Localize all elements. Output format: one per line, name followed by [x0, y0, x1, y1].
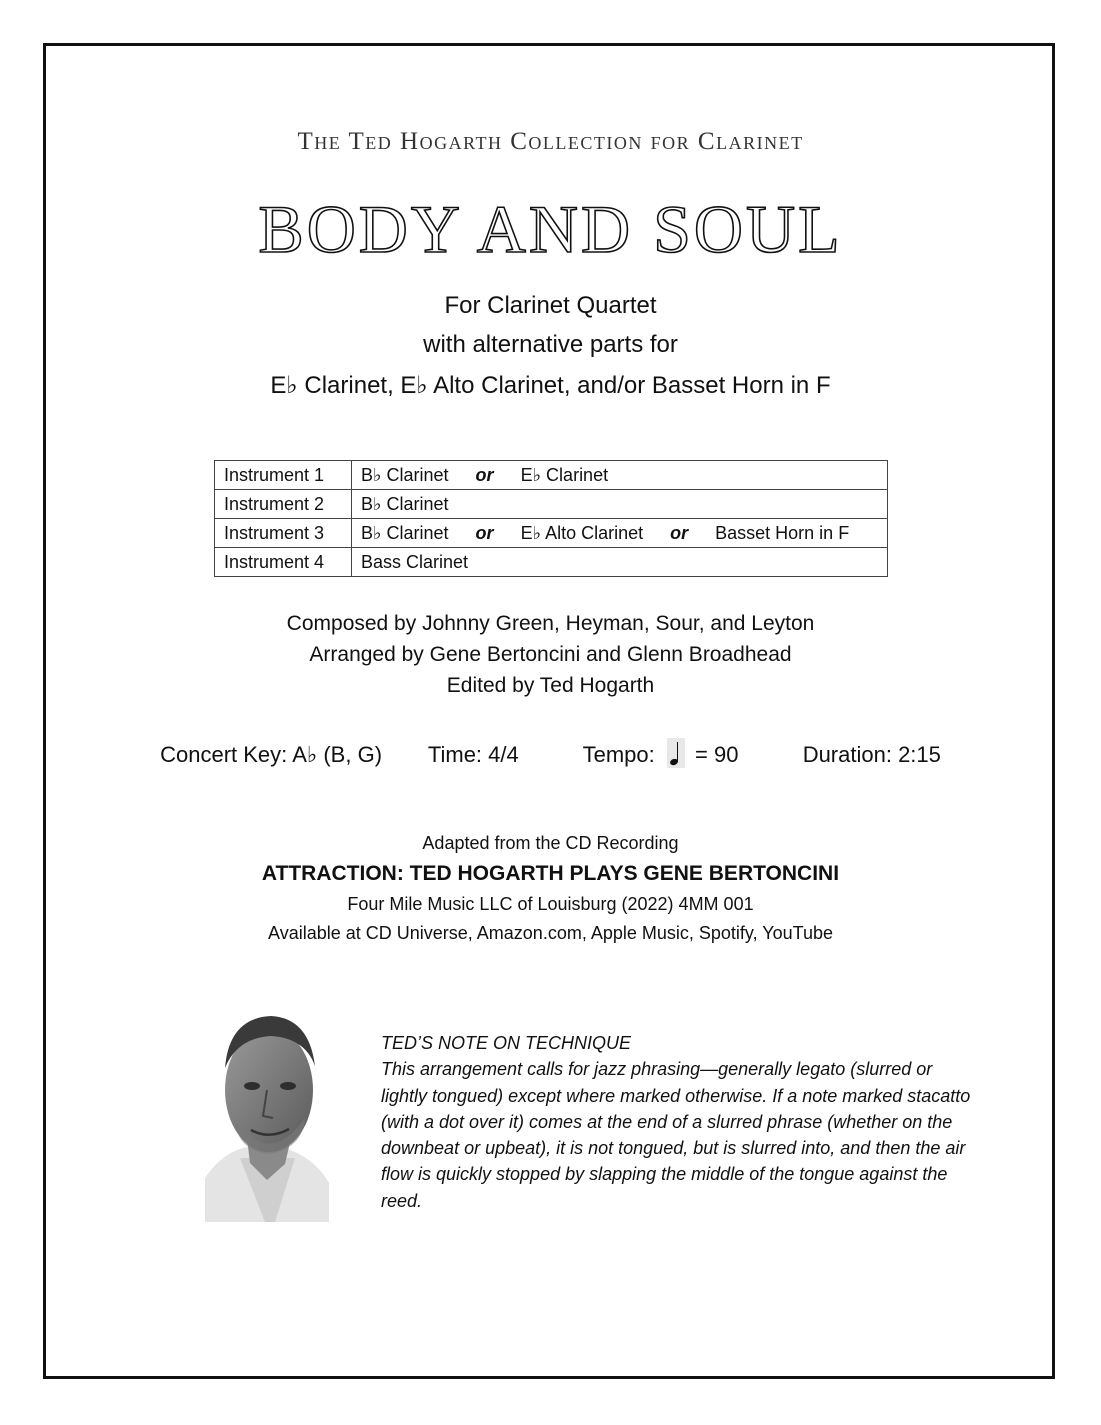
key-value: A♭ (B, G): [292, 742, 383, 767]
instrument-option: B♭ Clarinet: [361, 522, 449, 543]
instrument-row-1: [215, 461, 888, 490]
instrument-row-2: [215, 490, 888, 519]
arranged-by: Arranged by Gene Bertoncini and Glenn Broadhead: [309, 643, 792, 666]
instrument-options: [352, 548, 888, 577]
technique-body: This arrangement calls for jazz phrasing—generally legato (slurred or lightly tongued) except where marked otherwise. If a note marked stacatto (with a dot over it) comes at the end of a slurred phrase (whether on the downbeat or upbeat), it is not tongued, but is slurred into, and then the air flow is quickly stopped by slapping the middle of the tongue against the reed.: [381, 1059, 971, 1211]
subtitle-line-3: E♭ Clarinet, E♭ Alto Clarinet, and/or Basset Horn in F: [270, 372, 831, 399]
series-title: The Ted Hogarth Collection for Clarinet: [297, 128, 804, 155]
instrument-option: E♭ Clarinet: [520, 464, 609, 485]
duration: Duration: 2:15: [802, 742, 941, 767]
instrument-option: Bass Clarinet: [361, 551, 469, 572]
tempo-label: Tempo:: [582, 742, 655, 767]
subtitle-line-2: with alternative parts for: [423, 331, 678, 358]
music-meta: [0, 738, 1101, 768]
instrument-label: Instrument 3: [215, 519, 352, 548]
key-label: Concert Key:: [160, 742, 288, 767]
instrument-option: B♭ Clarinet: [361, 464, 449, 485]
time-signature: Time: 4/4: [427, 742, 519, 767]
instrument-row-4: [215, 548, 888, 577]
tempo-value: = 90: [695, 742, 739, 767]
portrait-photo: [205, 1008, 329, 1222]
instrument-label: Instrument 4: [215, 548, 352, 577]
instrument-table: [214, 460, 888, 577]
subtitle-line-1: For Clarinet Quartet: [444, 292, 657, 319]
availability: Available at CD Universe, Amazon.com, Apple Music, Spotify, YouTube: [268, 923, 833, 943]
instrument-option: Basset Horn in F: [715, 522, 850, 543]
technique-note: [381, 1030, 981, 1214]
album-title: ATTRACTION: TED HOGARTH PLAYS GENE BERTONCINI: [261, 862, 840, 885]
instrument-row-3: [215, 519, 888, 548]
or-word: or: [670, 522, 689, 543]
instrument-option: B♭ Clarinet: [361, 493, 449, 514]
or-word: or: [475, 522, 494, 543]
instrument-options: [352, 490, 888, 519]
adapted-from: Adapted from the CD Recording: [422, 833, 679, 853]
quarter-note-icon: [667, 738, 685, 768]
technique-heading: TED’S NOTE ON TECHNIQUE: [381, 1033, 632, 1053]
or-word: or: [475, 464, 494, 485]
instrument-label: Instrument 1: [215, 461, 352, 490]
composed-by: Composed by Johnny Green, Heyman, Sour, and Leyton: [286, 612, 815, 635]
page-title: BODY AND SOUL: [258, 191, 843, 267]
edited-by: Edited by Ted Hogarth: [446, 674, 655, 697]
instrument-label: Instrument 2: [215, 490, 352, 519]
instrument-option: E♭ Alto Clarinet: [520, 522, 644, 543]
instrument-options: [352, 519, 888, 548]
record-label: Four Mile Music LLC of Louisburg (2022) 4MM 001: [347, 894, 754, 914]
instrument-options: [352, 461, 888, 490]
